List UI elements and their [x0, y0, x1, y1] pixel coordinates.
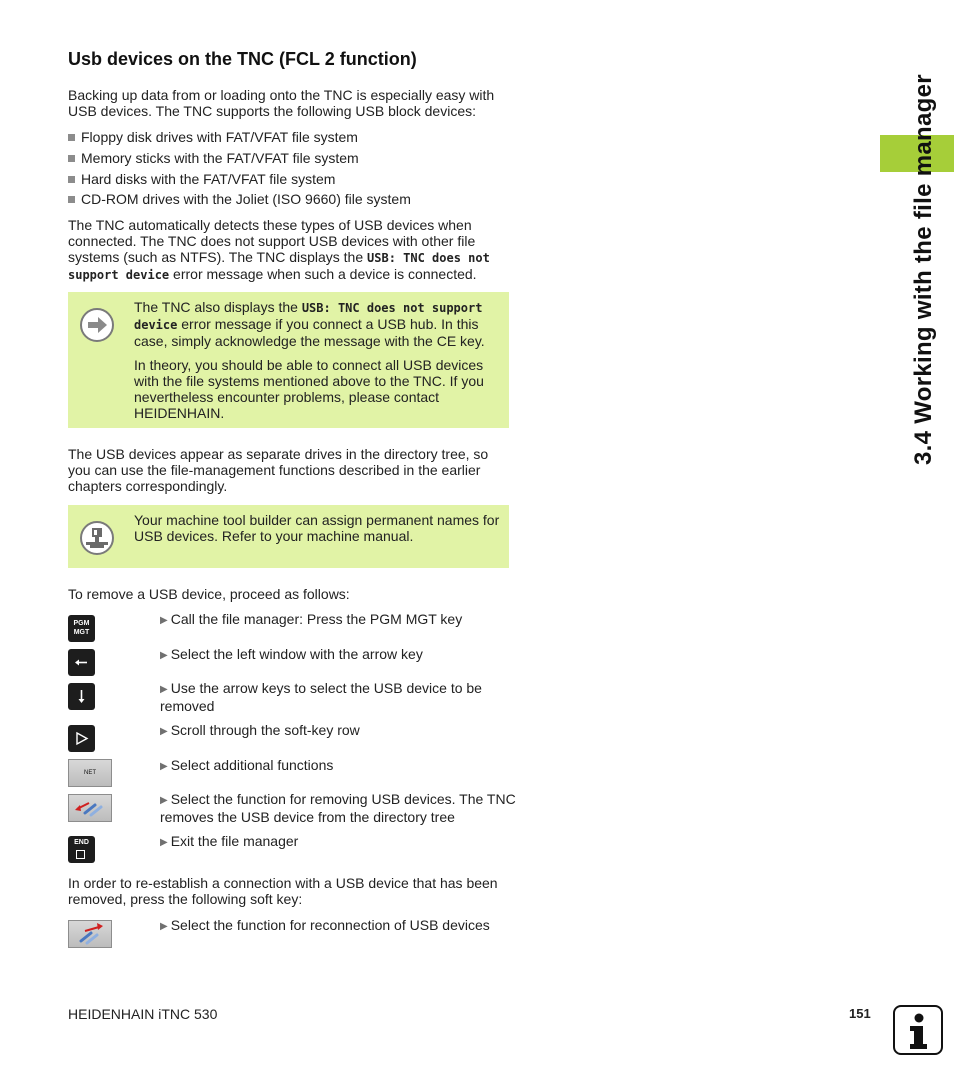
- intro-paragraph: Backing up data from or loading onto the TNC is especially easy with USB devices. The TNC supports the following USB block devices:: [68, 87, 495, 119]
- info-icon: [893, 1005, 943, 1055]
- usb-connect-softkey-icon[interactable]: [68, 920, 112, 948]
- drives-paragraph: The USB devices appear as separate drives in the directory tree, so you can use the file-management functions described in the earlier chapters correspondingly.: [68, 446, 489, 494]
- bullet-square-icon: [68, 176, 75, 183]
- note-box: [68, 505, 509, 568]
- footer-product: HEIDENHAIN iTNC 530: [68, 1006, 218, 1022]
- note-paragraph-1: The TNC also displays the USB: TNC does not support device error message if you connect a USB hub. In this case, simply acknowledge the message with the CE key.: [134, 299, 485, 349]
- page-number: 151: [849, 1006, 871, 1021]
- usb-remove-softkey-icon[interactable]: [68, 794, 112, 822]
- machine-tool-icon: [80, 521, 114, 555]
- arrow-down-key-icon[interactable]: [68, 683, 95, 710]
- chapter-title: 3.4 Working with the file manager: [910, 74, 937, 465]
- triangle-bullet-icon: ▶: [160, 684, 168, 695]
- bullet-item: CD-ROM drives with the Joliet (ISO 9660) file system: [68, 191, 411, 207]
- remove-intro: To remove a USB device, proceed as follows:: [68, 586, 350, 602]
- reconnect-paragraph: In order to re-establish a connection with a USB device that has been removed, press the following soft key:: [68, 875, 498, 907]
- triangle-bullet-icon: ▶: [160, 837, 168, 848]
- triangle-bullet-icon: ▶: [160, 921, 168, 932]
- softkey-row-next-icon[interactable]: [68, 725, 95, 752]
- triangle-bullet-icon: ▶: [160, 726, 168, 737]
- step-item: ▶ Select the left window with the arrow key: [160, 646, 423, 662]
- bullet-square-icon: [68, 155, 75, 162]
- step-item: ▶ Select the function for removing USB devices. The TNC removes the USB device from the directory tree: [160, 791, 516, 825]
- error-code-text: USB: TNC does not support device: [68, 251, 490, 282]
- step-item: ▶ Select additional functions: [160, 757, 334, 773]
- error-code-text: USB: TNC does not support device: [134, 301, 483, 332]
- arrow-right-icon: [80, 308, 114, 342]
- triangle-bullet-icon: ▶: [160, 795, 168, 806]
- bullet-square-icon: [68, 134, 75, 141]
- step-item: ▶ Call the file manager: Press the PGM MGT key: [160, 611, 463, 627]
- step-item: ▶ Select the function for reconnection of USB devices: [160, 917, 490, 933]
- bullet-item: Floppy disk drives with FAT/VFAT file system: [68, 129, 358, 145]
- end-key-icon[interactable]: END: [68, 836, 95, 863]
- note-text: Your machine tool builder can assign permanent names for USB devices. Refer to your machine manual.: [134, 512, 500, 544]
- step-item: ▶ Scroll through the soft-key row: [160, 722, 360, 738]
- note-paragraph-2: In theory, you should be able to connect all USB devices with the file systems mentioned above to the TNC. If you nevertheless encounter problems, please contact HEIDENHAIN.: [134, 357, 484, 421]
- square-icon: [76, 850, 85, 859]
- bullet-square-icon: [68, 196, 75, 203]
- bullet-item: Hard disks with the FAT/VFAT file system: [68, 171, 335, 187]
- detect-paragraph: The TNC automatically detects these types of USB devices when connected. The TNC does not support USB devices with other file systems (such as NTFS). The TNC displays the USB: TNC does not support device error message when such a device is connected.: [68, 217, 490, 282]
- net-softkey-icon[interactable]: NET: [68, 759, 112, 787]
- step-item: ▶ Use the arrow keys to select the USB device to be removed: [160, 680, 482, 714]
- step-item: ▶ Exit the file manager: [160, 833, 299, 849]
- pgm-mgt-key-icon[interactable]: PGM MGT: [68, 615, 95, 642]
- triangle-bullet-icon: ▶: [160, 615, 168, 626]
- note-box: [68, 292, 509, 428]
- triangle-bullet-icon: ▶: [160, 761, 168, 772]
- arrow-left-key-icon[interactable]: [68, 649, 95, 676]
- bullet-item: Memory sticks with the FAT/VFAT file system: [68, 150, 359, 166]
- triangle-bullet-icon: ▶: [160, 650, 168, 661]
- section-heading: Usb devices on the TNC (FCL 2 function): [68, 49, 417, 69]
